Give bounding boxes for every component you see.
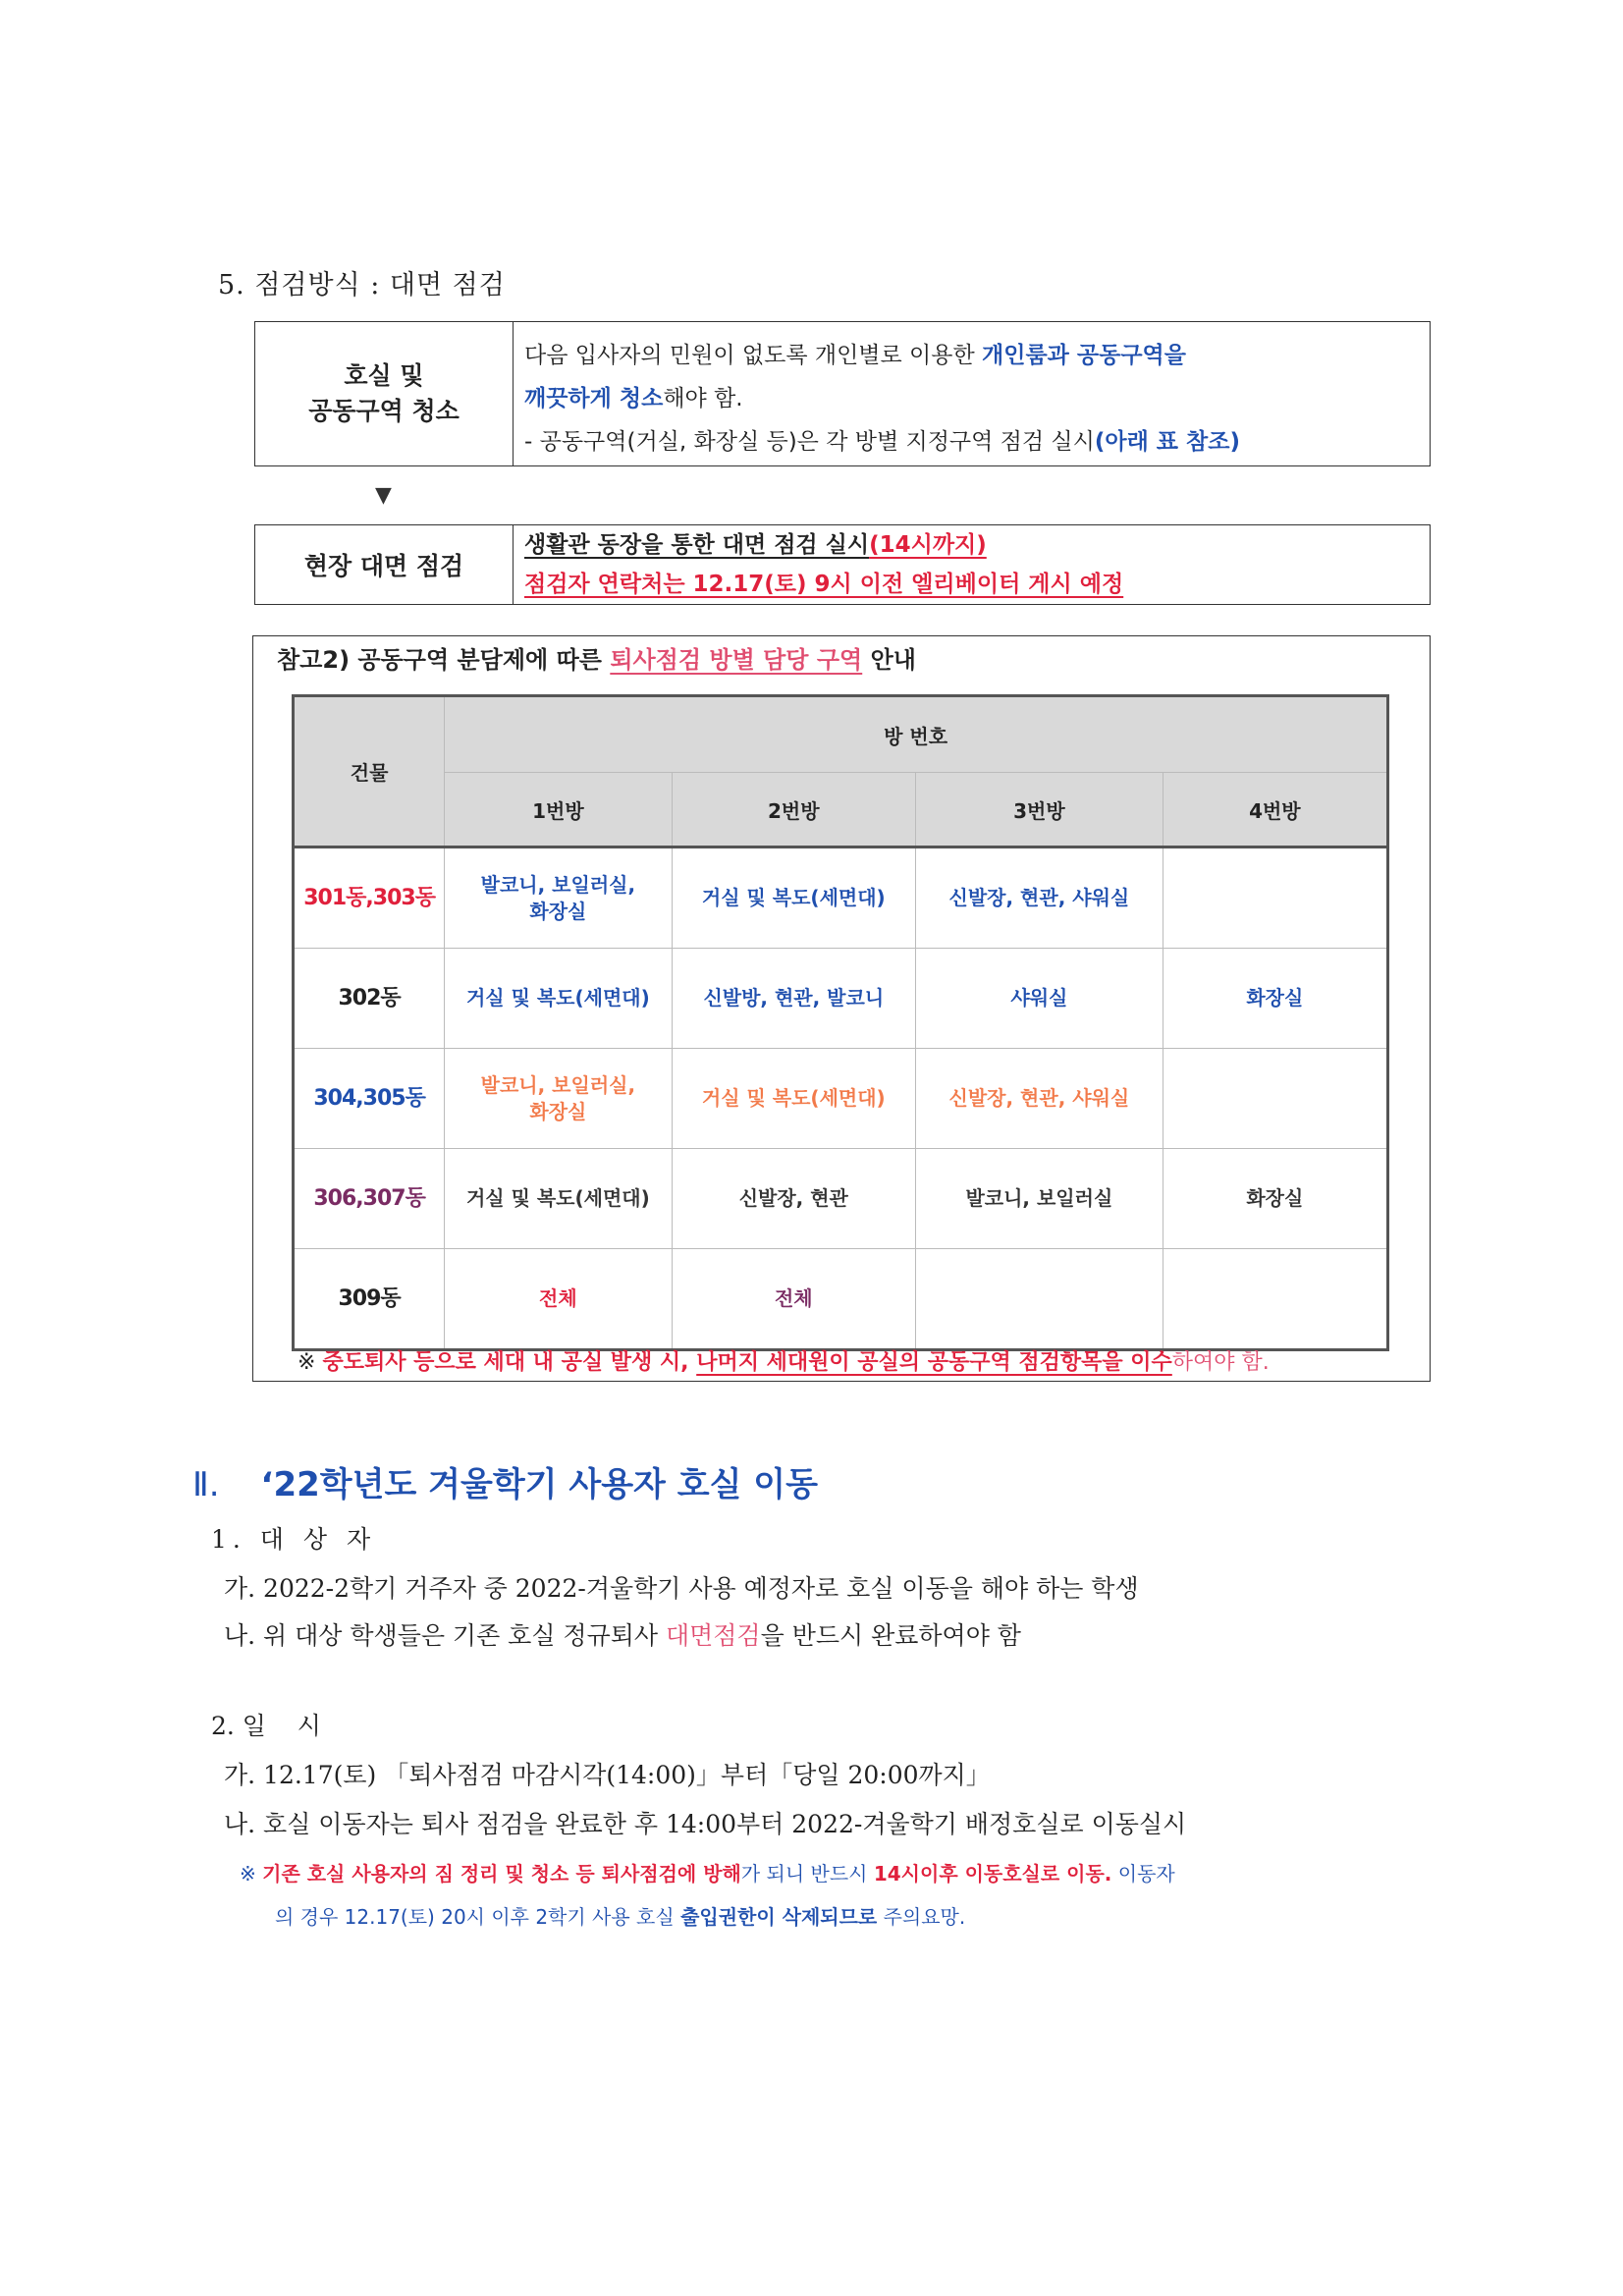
cleaning-highlight-2: 깨끗하게 청소 [524, 386, 664, 411]
move-note-f: 출입권한이 삭제되므로 [680, 1905, 878, 1929]
room-1-line-1: 발코니, 보일러실, [480, 1072, 636, 1097]
onsite-label: 현장 대면 점검 [255, 525, 514, 604]
reference-title-highlight: 퇴사점검 방별 담당 구역 [610, 646, 863, 674]
room-3-cell: 발코니, 보일러실 [916, 1149, 1163, 1249]
room-3-cell: 신발장, 현관, 샤워실 [916, 1049, 1163, 1149]
area-assignment-table [292, 694, 1389, 1351]
onsite-line-2: 점검자 연락처는 12.17(토) 9시 이전 엘리베이터 게시 예정 [524, 572, 1124, 597]
cleaning-highlight-1: 개인룸과 공동구역을 [982, 343, 1186, 368]
room-2-cell: 전체 [672, 1249, 916, 1350]
cleaning-text-2: 해야 함. [663, 386, 743, 411]
header-room-1: 1번방 [445, 773, 672, 847]
room-1-line-2: 화장실 [529, 1099, 587, 1123]
table-row [294, 1149, 1388, 1249]
room-1-cell [445, 1049, 672, 1149]
cleaning-description [524, 334, 1420, 464]
building-cell: 301동,303동 [294, 847, 445, 949]
room-1-cell: 거실 및 복도(세면대) [445, 949, 672, 1049]
target-item-b [224, 1616, 1021, 1652]
room-1-cell: 거실 및 복도(세면대) [445, 1149, 672, 1249]
move-note [240, 1852, 1467, 1939]
cleaning-box [254, 321, 1431, 466]
down-arrow-icon: ▼ [375, 483, 392, 508]
room-4-cell: 화장실 [1163, 1149, 1387, 1249]
header-rooms: 방 번호 [445, 696, 1388, 773]
target-heading: 1. 대 상 자 [211, 1525, 377, 1554]
room-1-line-2: 화장실 [529, 899, 587, 923]
reference-title-prefix: 참고2) 공동구역 분담제에 따른 [277, 646, 611, 674]
onsite-inspection-box [254, 524, 1431, 605]
cleaning-label-line2: 공동구역 청소 [308, 397, 460, 425]
table-row [294, 949, 1388, 1049]
date-heading: 2. 일 시 [211, 1712, 321, 1740]
move-note-d: 이동자 [1111, 1862, 1175, 1886]
building-cell: 304,305동 [294, 1049, 445, 1149]
target-item-b-highlight: 대면점검 [665, 1621, 761, 1650]
move-note-g: 주의요망. [877, 1905, 966, 1929]
room-3-cell [916, 1249, 1163, 1350]
room-2-cell: 신발방, 현관, 발코니 [672, 949, 916, 1049]
cleaning-text-3: - 공동구역(거실, 화장실 등)은 각 방별 지정구역 점검 실시 [524, 429, 1095, 455]
cleaning-line-3 [524, 420, 1420, 464]
table-row [294, 847, 1388, 949]
reference-note [298, 1345, 1270, 1376]
reference-title-suffix: 안내 [862, 646, 916, 674]
reference-note-mark: ※ [298, 1350, 323, 1375]
table-row [294, 1049, 1388, 1149]
date-item-a: 가. 12.17(토) 「퇴사점검 마감시각(14:00)」부터「당일 20:00까지」 [224, 1761, 991, 1789]
cleaning-line-2 [524, 377, 1420, 420]
cleaning-label-line1: 호실 및 [344, 361, 424, 390]
room-4-cell: 화장실 [1163, 949, 1387, 1049]
target-item-b-pre: 나. 위 대상 학생들은 기존 호실 정규퇴사 [224, 1621, 666, 1650]
header-building: 건물 [294, 696, 445, 847]
onsite-text-1: 생활관 동장을 통한 대면 점검 실시 [524, 532, 870, 558]
target-item-b-post: 을 반드시 완료하여야 함 [760, 1621, 1021, 1650]
reference-note-c: 하여야 함. [1171, 1350, 1270, 1375]
room-4-cell [1163, 1249, 1387, 1350]
header-room-2: 2번방 [672, 773, 916, 847]
move-note-e: 의 경우 12.17(토) 20시 이후 2학기 사용 호실 [275, 1905, 681, 1929]
move-note-mark: ※ [240, 1862, 263, 1886]
section-5-heading: 5. 점검방식 : 대면 점검 [218, 270, 506, 301]
building-cell: 302동 [294, 949, 445, 1049]
onsite-highlight-1: (14시까지) [869, 532, 987, 558]
target-item-a: 가. 2022-2학기 거주자 중 2022-겨울학기 사용 예정자로 호실 이동을 해야 하는 학생 [224, 1574, 1139, 1603]
table-row [294, 1249, 1388, 1350]
date-item-b: 나. 호실 이동자는 퇴사 점검을 완료한 후 14:00부터 2022-겨울학기 배정호실로 이동실시 [224, 1810, 1187, 1838]
onsite-line-1 [524, 525, 1420, 565]
move-note-c: 14시이후 이동호실로 이동. [873, 1862, 1112, 1886]
move-note-b: 가 되니 반드시 [740, 1862, 874, 1886]
room-1-cell [445, 847, 672, 949]
section-2-title: ‘22학년도 겨울학기 사용자 호실 이동 [260, 1465, 818, 1504]
section-2-heading [192, 1457, 818, 1505]
reference-note-b: 나머지 세대원이 공실의 공동구역 점검항목을 이수 [696, 1350, 1172, 1375]
room-1-line-1: 발코니, 보일러실, [480, 872, 636, 897]
room-2-cell: 신발장, 현관 [672, 1149, 916, 1249]
cleaning-label [255, 322, 514, 465]
reference-title [277, 640, 916, 675]
room-3-cell: 신발장, 현관, 샤워실 [916, 847, 1163, 949]
room-2-cell: 거실 및 복도(세면대) [672, 1049, 916, 1149]
section-2-roman: Ⅱ. [192, 1465, 220, 1504]
building-cell: 306,307동 [294, 1149, 445, 1249]
reference-note-a: 중도퇴사 등으로 세대 내 공실 발생 시, [322, 1350, 697, 1375]
cleaning-text-1: 다음 입사자의 민원이 없도록 개인별로 이용한 [524, 343, 983, 368]
reference-box [252, 635, 1431, 1382]
header-room-4: 4번방 [1163, 773, 1387, 847]
cleaning-highlight-3: (아래 표 참조) [1094, 429, 1240, 455]
building-cell: 309동 [294, 1249, 445, 1350]
onsite-description [524, 525, 1420, 604]
move-note-a: 기존 호실 사용자의 짐 정리 및 청소 등 퇴사점검에 방해 [262, 1862, 741, 1886]
header-room-3: 3번방 [916, 773, 1163, 847]
room-4-cell [1163, 1049, 1387, 1149]
cleaning-line-1 [524, 334, 1420, 377]
room-1-cell: 전체 [445, 1249, 672, 1350]
room-3-cell: 샤워실 [916, 949, 1163, 1049]
room-4-cell [1163, 847, 1387, 949]
room-2-cell: 거실 및 복도(세면대) [672, 847, 916, 949]
